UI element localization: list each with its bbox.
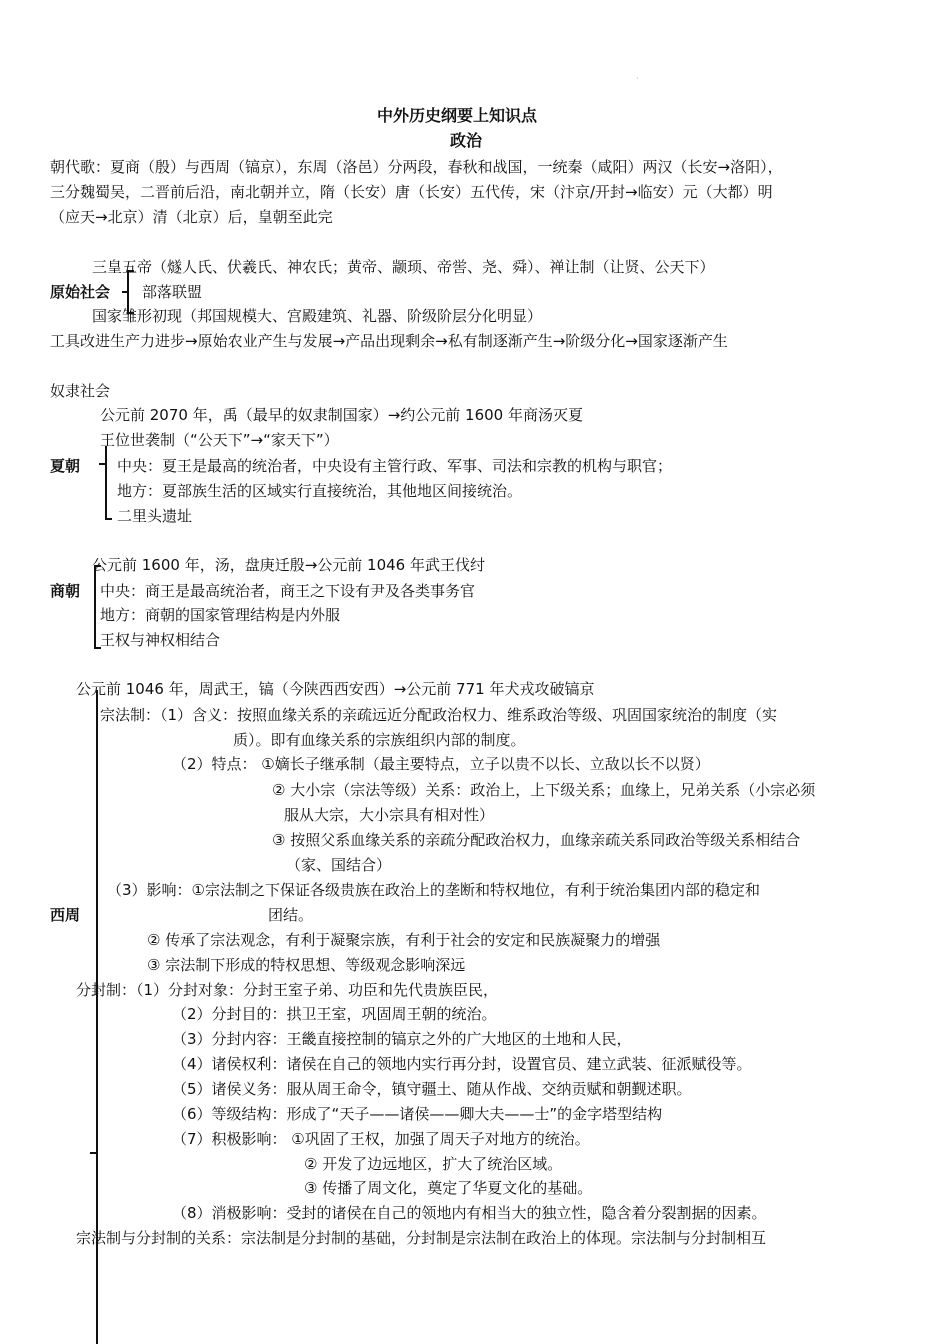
zongfa-line: 宗法制：（1）含义：按照血缘关系的亲疏远近分配政治权力、维系政治等级、巩固国家统治的制度（实 <box>100 706 778 724</box>
slave-heading: 奴隶社会 <box>50 382 111 400</box>
primitive-brace-nub <box>122 291 128 293</box>
zongfa-line: （2）特点： ①嫡长子继承制（最主要特点，立子以贵不以长、立敌以长不以贤） <box>172 755 710 773</box>
xizhou-brace-nub <box>90 1152 96 1154</box>
shang-line: 公元前 1600 年，汤，盘庚迁殷→公元前 1046 年武王伐纣 <box>92 556 485 574</box>
xia-brace <box>105 446 107 520</box>
shang-label: 商朝 <box>50 582 81 600</box>
shang-brace-top <box>94 565 101 567</box>
xizhou-intro: 公元前 1046 年，周武王，镐（今陕西西安西）→公元前 771 年犬戎攻破镐京 <box>76 680 595 698</box>
xia-line: 王位世袭制（“公天下”→“家天下”） <box>100 431 339 449</box>
zongfa-line: 服从大宗，大小宗具有相对性） <box>284 806 495 824</box>
fenfeng-line: （2）分封目的：拱卫王室，巩固周王朝的统治。 <box>172 1005 497 1023</box>
section-title: 政治 <box>450 131 483 150</box>
primitive-line: 三皇五帝（燧人氏、伏羲氏、神农氏；黄帝、颛顼、帝喾、尧、舜）、禅让制（让贤、公天下） <box>92 258 715 276</box>
xia-line: 地方：夏部族生活的区域实行直接统治，其他地区间接统治。 <box>117 482 523 500</box>
xia-line: 二里头遗址 <box>117 507 193 525</box>
page-marker: · <box>636 74 639 83</box>
zongfa-line: 团结。 <box>268 906 314 924</box>
primitive-line: 国家雏形初现（邦国规模大、宫殿建筑、礼器、阶级阶层分化明显） <box>92 307 543 325</box>
zongfa-line: ③ 宗法制下形成的特权思想、等级观念影响深远 <box>147 956 466 974</box>
zongfa-line: ③ 按照父系血缘关系的亲疏分配政治权力，血缘亲疏关系同政治等级关系相结合 <box>272 831 801 849</box>
shang-brace-bottom <box>94 647 101 649</box>
fenfeng-line: （4）诸侯权利：诸侯在自己的领地内实行再分封，设置官员、建立武装、征派赋役等。 <box>172 1055 752 1073</box>
song-line: 朝代歌：夏商（殷）与西周（镐京），东周（洛邑）分两段，春秋和战国，一统秦（咸阳）两汉（长安→洛阳）， <box>50 158 783 176</box>
shang-line: 王权与神权相结合 <box>100 631 221 649</box>
relation-line: 宗法制与分封制的关系：宗法制是分封制的基础，分封制是宗法制在政治上的体现。宗法制与分封制相互 <box>76 1229 767 1247</box>
fenfeng-line: ② 开发了边远地区，扩大了统治区域。 <box>304 1155 563 1173</box>
fenfeng-line: ③ 传播了周文化，奠定了华夏文化的基础。 <box>304 1179 593 1197</box>
xia-brace-nub <box>99 463 105 465</box>
fenfeng-line: 分封制：（1）分封对象：分封王室子弟、功臣和先代贵族臣民， <box>76 981 499 999</box>
page-title: 中外历史纲要上知识点 <box>377 106 538 125</box>
primitive-chain: 工具改进生产力进步→原始农业产生与发展→产品出现剩余→私有制逐渐产生→阶级分化→国家逐渐产生 <box>50 332 728 350</box>
primitive-line: 部落联盟 <box>142 283 203 301</box>
zongfa-line: ② 大小宗（宗法等级）关系：政治上，上下级关系；血缘上，兄弟关系（小宗必须 <box>272 781 816 799</box>
primitive-label: 原始社会 <box>50 283 111 301</box>
fenfeng-line: （8）消极影响：受封的诸侯在自己的领地内有相当大的独立性，隐含着分裂割据的因素。 <box>172 1204 767 1222</box>
xia-label: 夏朝 <box>50 457 81 475</box>
fenfeng-line: （3）分封内容：王畿直接控制的镐京之外的广大地区的土地和人民， <box>172 1030 632 1048</box>
primitive-brace-top <box>127 270 134 272</box>
zongfa-line: （3）影响：①宗法制之下保证各级贵族在政治上的垄断和特权地位，有利于统治集团内部的稳定和 <box>107 881 760 899</box>
song-line: （应天→北京）清（北京）后，皇朝至此完 <box>50 208 333 226</box>
fenfeng-line: （5）诸侯义务：服从周王命令，镇守疆土、随从作战、交纳贡赋和朝觐述职。 <box>172 1080 692 1098</box>
fenfeng-line: （7）积极影响： ①巩固了王权，加强了周天子对地方的统治。 <box>172 1130 590 1148</box>
primitive-brace-bottom <box>127 312 134 314</box>
song-line: 三分魏蜀吴，二晋前后沿，南北朝并立，隋（长安）唐（长安）五代传，宋（汴京/开封→临安）元（大都）明 <box>50 183 773 201</box>
fenfeng-line: （6）等级结构：形成了“天子——诸侯——卿大夫——士”的金字塔型结构 <box>172 1105 663 1123</box>
shang-line: 中央：商王是最高统治者，商王之下设有尹及各类事务官 <box>100 582 476 600</box>
zongfa-line: 质）。即有血缘关系的宗族组织内部的制度。 <box>233 731 526 749</box>
xizhou-label: 西周 <box>50 906 81 924</box>
xia-line: 公元前 2070 年，禹（最早的奴隶制国家）→约公元前 1600 年商汤灭夏 <box>100 406 583 424</box>
zongfa-line: （家、国结合） <box>286 856 392 874</box>
zongfa-line: ② 传承了宗法观念，有利于凝聚宗族，有利于社会的安定和民族凝聚力的增强 <box>147 931 661 949</box>
shang-line: 地方：商朝的国家管理结构是内外服 <box>100 606 341 624</box>
xia-line: 中央：夏王是最高的统治者，中央设有主管行政、军事、司法和宗教的机构与职官； <box>117 457 673 475</box>
xia-brace-bottom <box>105 518 112 520</box>
shang-brace <box>94 565 96 649</box>
